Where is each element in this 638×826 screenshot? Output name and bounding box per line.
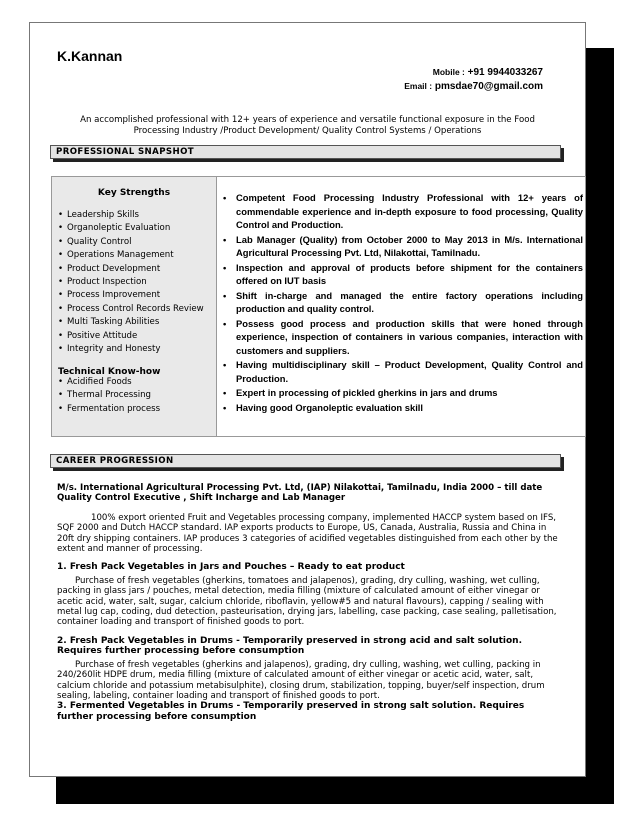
list-item: • Product Inspection: [58, 276, 204, 289]
career-progression: [57, 483, 563, 722]
company-line: M/s. International Agricultural Processing Pvt. Ltd, (IAP) Nilakottai, Tamilnadu, India 2000 – till date: [57, 483, 543, 493]
highlight-item: • Expert in processing of pickled gherkins in jars and drums: [223, 386, 583, 400]
process-body-2: Purchase of fresh vegetables (gherkins and jalapenos), grading, dry culling, washing, wet culling, packing in 240/260lit HDPE drum, media filling (mixture of calculated amount of either vinegar or acetic acid, water, salt, calcium chloride and potassium metabisulphite), closing drum, stabilization, topping, buyer/self inspection, drum sealing, labeling, container loading and transport of finished goods to port.: [57, 659, 545, 701]
key-strengths-title: Key Strengths: [97, 188, 171, 198]
email-line: [404, 81, 543, 92]
highlight-item: • Inspection and approval of products before shipment for the containers offered on IUT basis: [223, 261, 583, 288]
list-item: • Thermal Processing: [58, 389, 160, 402]
list-item: • Fermentation process: [58, 403, 160, 416]
list-item: • Positive Attitude: [58, 330, 204, 343]
key-strengths-list: [58, 209, 204, 356]
list-item: • Multi Tasking Abilities: [58, 316, 204, 329]
list-item: • Organoleptic Evaluation: [58, 222, 204, 235]
page-shadow-bottom: [56, 777, 614, 804]
section-header-career: CAREER PROGRESSION: [50, 454, 561, 468]
email-value: pmsdae70@gmail.com: [434, 81, 543, 92]
summary-text: An accomplished professional with 12+ years of experience and versatile functional exposure in the Food Processing Industry /Product Development/ Quality Control Systems / Operations: [80, 115, 535, 136]
candidate-name: K.Kannan: [57, 48, 123, 64]
mobile-value: +91 9944033267: [467, 67, 543, 78]
section-header-snapshot: PROFESSIONAL SNAPSHOT: [50, 145, 561, 159]
page-shadow-right: [586, 48, 614, 804]
highlight-item: • Possess good process and production skills that were honed through experience, inspection of containers in various companies, interaction with customers and suppliers.: [223, 317, 583, 358]
list-item: • Acidified Foods: [58, 376, 160, 389]
technical-knowhow-title: Technical Know-how: [58, 367, 161, 377]
list-item: • Leadership Skills: [58, 209, 204, 222]
mobile-line: [433, 67, 543, 78]
company-intro: 100% export oriented Fruit and Vegetables processing company, implemented HACCP system based on IFS, SQF 2000 and Dutch HACCP standard. IAP exports products to Europe, US, Canada, Australia, Russia and China in 20ft dry shipping containers. IAP produces 3 categories of acidified vegetables distinguished from each other by the extent and manner of processing.: [57, 512, 558, 555]
list-item: • Process Control Records Review: [58, 303, 204, 316]
highlight-item: • Shift in-charge and managed the entire factory operations including production and quality control.: [223, 289, 583, 316]
highlights-list: [223, 191, 583, 415]
process-heading-2: 2. Fresh Pack Vegetables in Drums - Temporarily preserved in strong acid and salt solution. Requires further processing before consumption: [57, 635, 523, 657]
mobile-label: Mobile :: [432, 67, 465, 77]
list-item: • Integrity and Honesty: [58, 343, 204, 356]
list-item: • Quality Control: [58, 236, 204, 249]
process-heading-1: 1. Fresh Pack Vegetables in Jars and Pouches – Ready to eat product: [57, 562, 405, 573]
list-item: • Product Development: [58, 263, 204, 276]
strengths-column: [52, 177, 217, 436]
highlight-item: • Lab Manager (Quality) from October 2000 to May 2013 in M/s. International Agricultural Processing Pvt. Ltd, Nilakottai, Tamilnadu.: [223, 233, 583, 260]
list-item: • Operations Management: [58, 249, 204, 262]
process-heading-3: 3. Fermented Vegetables in Drums - Temporarily preserved in strong salt solution. Requires further processing before consumption: [57, 701, 525, 722]
highlight-item: • Competent Food Processing Industry Professional with 12+ years of commendable experience and in-depth exposure to food processing, Quality Control and Production.: [223, 191, 583, 232]
snapshot-box: [51, 176, 586, 437]
process-body-1: Purchase of fresh vegetables (gherkins, tomatoes and jalapenos), grading, dry culling, washing, wet culling, packing in glass jars / pouches, metal detection, media filling (mixture of calculated amount of either vinegar or acetic acid, water, salt, sugar, calcium chloride, riboflavin, yellow#5 and natural flavours), capping / sealing with metal lug cap, coding, dud detection, pasteurisation, drying jars, labelling, case packing, case sealing, palletisation, container loading and transport of finished goods to port.: [57, 575, 557, 628]
email-label: Email :: [404, 81, 433, 91]
technical-knowhow-list: [58, 376, 160, 416]
highlight-item: • Having good Organoleptic evaluation skill: [223, 401, 583, 415]
list-item: • Process Improvement: [58, 289, 204, 302]
role-line: Quality Control Executive , Shift Incharge and Lab Manager: [57, 493, 346, 504]
highlight-item: • Having multidisciplinary skill – Product Development, Quality Control and Production.: [223, 358, 583, 385]
